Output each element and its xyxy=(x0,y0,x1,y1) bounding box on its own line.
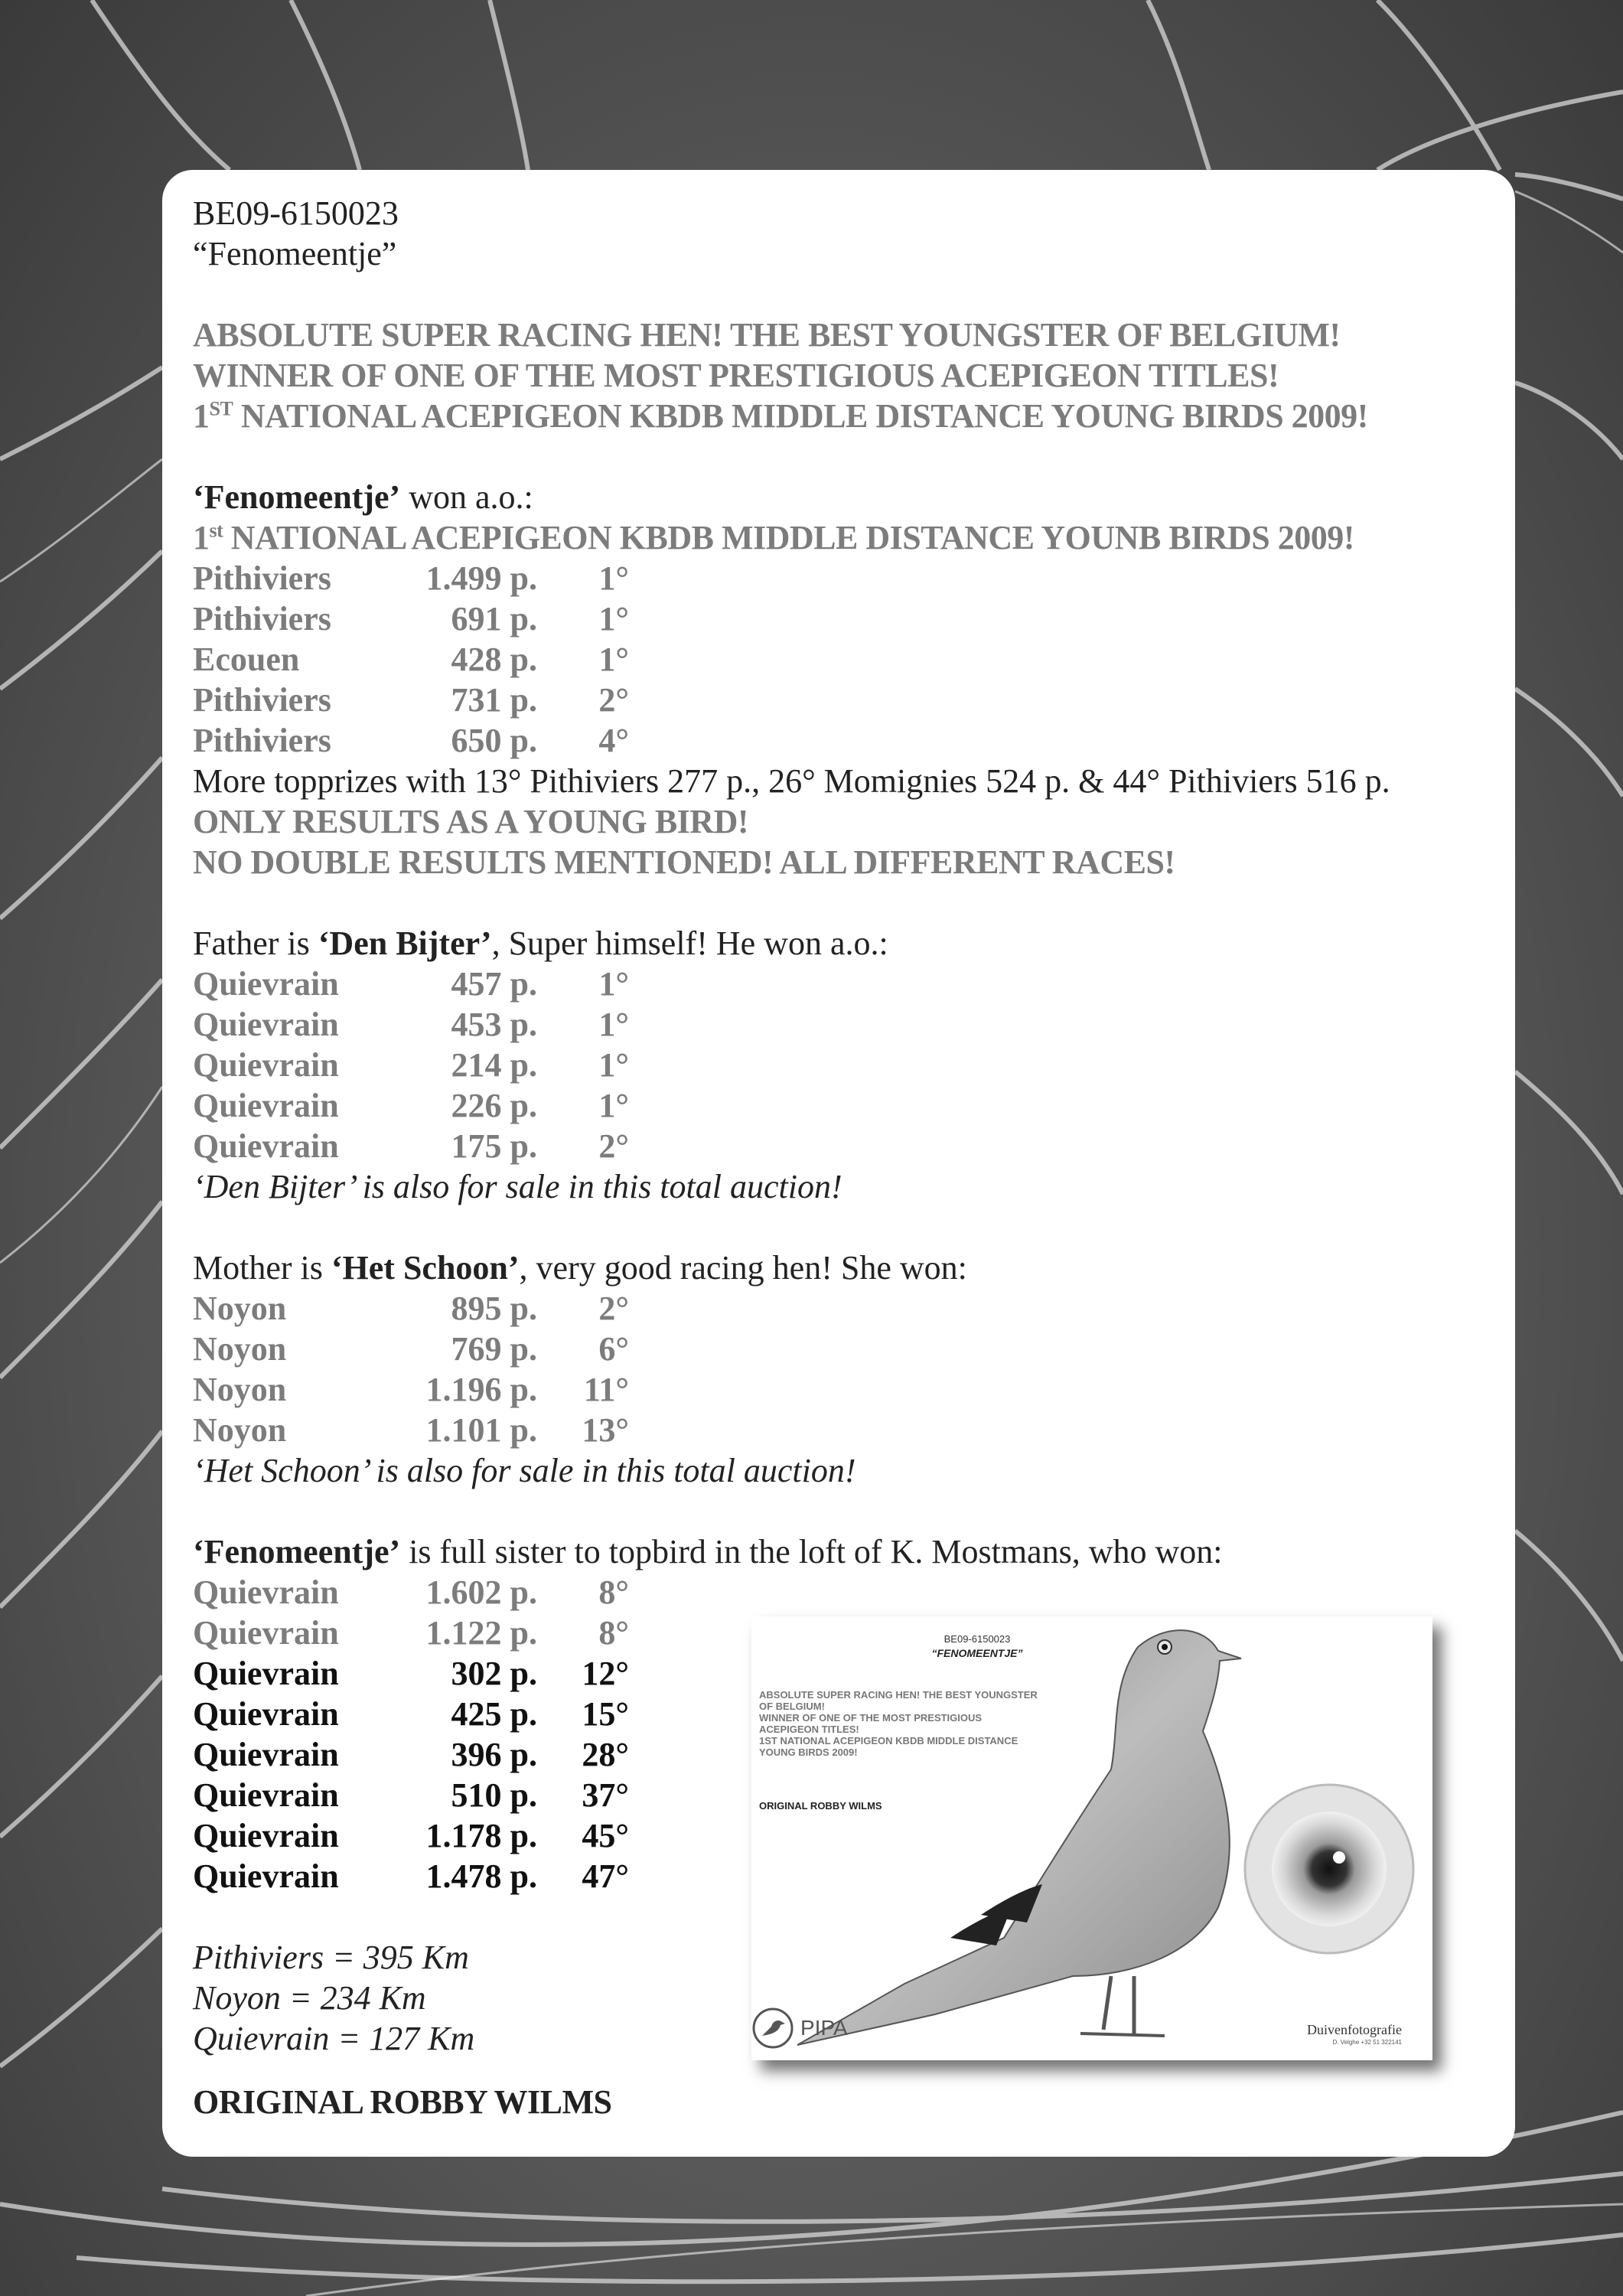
photo-blurb: ABSOLUTE SUPER RACING HEN! THE BEST YOUNGSTER OF BELGIUM! WINNER OF ONE OF THE MOST PRESTIGIOUS ACEPIGEON TITLES! 1ST NATIONAL ACEPIGEON KBDB MIDDLE DISTANCE YOUNG BIRDS 2009! xyxy=(759,1689,1038,1758)
result-rank: 11° xyxy=(583,1371,629,1408)
headline-line-1: ABSOLUTE SUPER RACING HEN! THE BEST YOUNGSTER OF BELGIUM! xyxy=(193,316,1341,354)
result-rank: 12° xyxy=(582,1655,629,1692)
mother-intro: Mother is ‘Het Schoon’, very good racing hen! She won: xyxy=(193,1249,967,1287)
father-block xyxy=(193,923,1484,1207)
result-place: Noyon xyxy=(193,1371,287,1408)
result-rank: 13° xyxy=(582,1411,629,1449)
result-row xyxy=(193,1045,1484,1085)
result-row xyxy=(193,1126,1484,1166)
result-place: Quievrain xyxy=(193,1776,339,1814)
result-birds: 453 p. xyxy=(451,1006,537,1043)
result-place: Quievrain xyxy=(193,1087,339,1124)
result-row xyxy=(193,639,1484,680)
result-row xyxy=(193,1288,1484,1329)
distance-pithiviers: Pithiviers = 395 Km xyxy=(193,1939,469,1976)
result-place: Quievrain xyxy=(193,1614,339,1652)
result-rank: 2° xyxy=(598,681,629,719)
bird-more-prizes: More topprizes with 13° Pithiviers 277 p., 26° Momignies 524 p. & 44° Pithiviers 516 p. xyxy=(193,762,1390,800)
result-row xyxy=(193,1410,1484,1450)
result-birds: 895 p. xyxy=(451,1290,537,1327)
result-rank: 2° xyxy=(598,1290,629,1327)
result-rank: 1° xyxy=(598,1046,629,1084)
result-row xyxy=(193,558,1484,598)
result-row xyxy=(193,1329,1484,1369)
bird-name: “Fenomeentje” xyxy=(193,235,397,272)
result-row xyxy=(193,964,1484,1004)
result-birds: 1.478 p. xyxy=(425,1857,537,1895)
result-birds: 302 p. xyxy=(451,1655,537,1692)
bird-note-1: ONLY RESULTS AS A YOUNG BIRD! xyxy=(193,803,749,840)
result-place: Quievrain xyxy=(193,1127,339,1165)
result-place: Quievrain xyxy=(193,1695,339,1733)
result-birds: 428 p. xyxy=(451,641,537,678)
result-place: Noyon xyxy=(193,1330,287,1368)
result-rank: 1° xyxy=(598,559,629,597)
result-birds: 1.178 p. xyxy=(425,1817,537,1854)
mother-sale-note: ‘Het Schoon’ is also for sale in this total auction! xyxy=(193,1452,856,1489)
result-birds: 425 p. xyxy=(451,1695,537,1733)
result-place: Noyon xyxy=(193,1290,287,1327)
result-birds: 1.499 p. xyxy=(425,559,537,597)
result-row xyxy=(193,1004,1484,1045)
result-place: Ecouen xyxy=(193,641,300,678)
result-rank: 28° xyxy=(582,1736,629,1773)
footer-original: ORIGINAL ROBBY WILMS xyxy=(193,2083,612,2121)
result-rank: 1° xyxy=(598,965,629,1003)
distance-noyon: Noyon = 234 Km xyxy=(193,1979,426,2017)
pigeon-photo-card xyxy=(751,1616,1432,2060)
result-rank: 1° xyxy=(598,600,629,638)
ring-number: BE09-6150023 xyxy=(193,194,399,232)
result-rank: 4° xyxy=(598,722,629,759)
bird-results-list xyxy=(193,558,1484,761)
bird-intro: ‘Fenomeentje’ won a.o.: xyxy=(193,478,533,516)
result-row xyxy=(193,720,1484,761)
father-intro: Father is ‘Den Bijter’, Super himself! He won a.o.: xyxy=(193,925,888,962)
result-birds: 1.122 p. xyxy=(425,1614,537,1652)
result-place: Pithiviers xyxy=(193,722,331,759)
mother-results-list xyxy=(193,1288,1484,1450)
distance-quievrain: Quievrain = 127 Km xyxy=(193,2020,475,2057)
result-rank: 6° xyxy=(598,1330,629,1368)
headline-line-2: WINNER OF ONE OF THE MOST PRESTIGIOUS ACEPIGEON TITLES! xyxy=(193,357,1279,394)
result-birds: 457 p. xyxy=(451,965,537,1003)
auction-card xyxy=(162,170,1515,2157)
result-rank: 8° xyxy=(598,1614,629,1652)
result-birds: 769 p. xyxy=(451,1330,537,1368)
result-birds: 1.196 p. xyxy=(425,1371,537,1408)
result-row xyxy=(193,598,1484,639)
result-rank: 15° xyxy=(582,1695,629,1733)
result-birds: 396 p. xyxy=(451,1736,537,1773)
result-place: Quievrain xyxy=(193,1736,339,1773)
sister-intro: ‘Fenomeentje’ is full sister to topbird in the loft of K. Mostmans, who won: xyxy=(193,1533,1223,1570)
result-place: Quievrain xyxy=(193,1857,339,1895)
pipa-bird-icon xyxy=(751,2007,794,2050)
result-place: Pithiviers xyxy=(193,681,331,719)
result-birds: 691 p. xyxy=(451,600,537,638)
headline-line-3: 1ST NATIONAL ACEPIGEON KBDB MIDDLE DISTANCE YOUNG BIRDS 2009! xyxy=(193,397,1368,435)
result-rank: 1° xyxy=(598,641,629,678)
result-birds: 731 p. xyxy=(451,681,537,719)
photo-ring-number: BE09-6150023 xyxy=(943,1633,1011,1645)
pigeon-illustration xyxy=(751,1616,1432,2060)
headline-block xyxy=(193,315,1484,436)
result-birds: 175 p. xyxy=(451,1127,537,1165)
photo-credit-contact: D. Velghe +32 51 322141 xyxy=(1332,2039,1402,2046)
pipa-logo xyxy=(751,2007,848,2050)
result-rank: 1° xyxy=(598,1006,629,1043)
result-place: Noyon xyxy=(193,1411,287,1449)
father-results-list xyxy=(193,964,1484,1166)
result-birds: 510 p. xyxy=(451,1776,537,1814)
result-row xyxy=(193,680,1484,720)
result-place: Quievrain xyxy=(193,1006,339,1043)
result-place: Quievrain xyxy=(193,1574,339,1611)
result-place: Quievrain xyxy=(193,1817,339,1854)
result-place: Quievrain xyxy=(193,1046,339,1084)
result-rank: 8° xyxy=(598,1574,629,1611)
result-rank: 47° xyxy=(582,1857,629,1895)
bird-title: 1st NATIONAL ACEPIGEON KBDB MIDDLE DISTANCE YOUNB BIRDS 2009! xyxy=(193,519,1354,556)
result-rank: 1° xyxy=(598,1087,629,1124)
result-row xyxy=(193,1085,1484,1126)
result-birds: 226 p. xyxy=(451,1087,537,1124)
mother-block xyxy=(193,1247,1484,1491)
result-rank: 37° xyxy=(582,1776,629,1814)
result-rank: 2° xyxy=(598,1127,629,1165)
result-row xyxy=(193,1572,1484,1613)
result-birds: 1.101 p. xyxy=(425,1411,537,1449)
father-sale-note: ‘Den Bijter’ is also for sale in this total auction! xyxy=(193,1168,842,1205)
result-birds: 650 p. xyxy=(451,722,537,759)
result-rank: 45° xyxy=(582,1817,629,1854)
pipa-logo-text: PIPA xyxy=(800,2016,848,2040)
photo-bird-name: “FENOMEENTJE” xyxy=(931,1647,1023,1659)
photo-credit: Duivenfotografie xyxy=(1307,2022,1402,2037)
result-place: Quievrain xyxy=(193,1655,339,1692)
result-birds: 214 p. xyxy=(451,1046,537,1084)
bird-note-2: NO DOUBLE RESULTS MENTIONED! ALL DIFFERENT RACES! xyxy=(193,843,1175,881)
photo-original-label: ORIGINAL ROBBY WILMS xyxy=(759,1800,882,1812)
result-place: Pithiviers xyxy=(193,600,331,638)
result-place: Pithiviers xyxy=(193,559,331,597)
bird-results-block xyxy=(193,477,1484,882)
result-place: Quievrain xyxy=(193,965,339,1003)
result-birds: 1.602 p. xyxy=(425,1574,537,1611)
result-row xyxy=(193,1369,1484,1410)
